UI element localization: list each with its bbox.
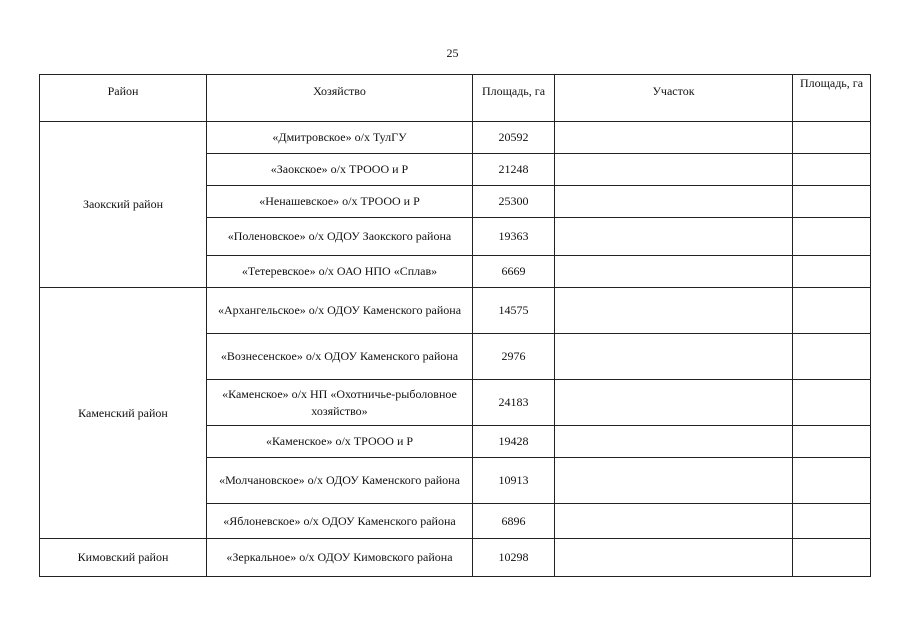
area-cell: 19363 bbox=[473, 218, 555, 256]
header-plot: Участок bbox=[555, 75, 793, 122]
plot-area-cell bbox=[793, 426, 871, 458]
plot-area-cell bbox=[793, 122, 871, 154]
header-district: Район bbox=[40, 75, 207, 122]
plot-cell bbox=[555, 288, 793, 334]
area-cell: 19428 bbox=[473, 426, 555, 458]
farm-cell: «Ненашевское» о/х ТРООО и Р bbox=[207, 186, 473, 218]
farm-cell: «Дмитровское» о/х ТулГУ bbox=[207, 122, 473, 154]
plot-cell bbox=[555, 458, 793, 504]
plot-area-cell bbox=[793, 334, 871, 380]
area-cell: 6896 bbox=[473, 504, 555, 539]
plot-area-cell bbox=[793, 539, 871, 577]
area-cell: 6669 bbox=[473, 256, 555, 288]
farm-cell: «Заокское» о/х ТРООО и Р bbox=[207, 154, 473, 186]
header-area: Площадь, га bbox=[473, 75, 555, 122]
farm-cell: «Зеркальное» о/х ОДОУ Кимовского района bbox=[207, 539, 473, 577]
hunting-farms-table bbox=[39, 74, 871, 577]
area-cell: 25300 bbox=[473, 186, 555, 218]
farm-cell: «Архангельское» о/х ОДОУ Каменского района bbox=[207, 288, 473, 334]
farm-cell: «Яблоневское» о/х ОДОУ Каменского района bbox=[207, 504, 473, 539]
farm-cell: «Тетеревское» о/х ОАО НПО «Сплав» bbox=[207, 256, 473, 288]
area-cell: 10913 bbox=[473, 458, 555, 504]
plot-cell bbox=[555, 186, 793, 218]
page-number: 25 bbox=[446, 46, 459, 60]
plot-area-cell bbox=[793, 154, 871, 186]
plot-cell bbox=[555, 122, 793, 154]
area-cell: 10298 bbox=[473, 539, 555, 577]
area-cell: 21248 bbox=[473, 154, 555, 186]
farm-cell: «Каменское» о/х ТРООО и Р bbox=[207, 426, 473, 458]
farm-cell: «Поленовское» о/х ОДОУ Заокского района bbox=[207, 218, 473, 256]
district-cell: Кимовский район bbox=[40, 539, 207, 577]
area-cell: 14575 bbox=[473, 288, 555, 334]
plot-area-cell bbox=[793, 380, 871, 426]
plot-area-cell bbox=[793, 186, 871, 218]
plot-area-cell bbox=[793, 256, 871, 288]
plot-cell bbox=[555, 218, 793, 256]
plot-cell bbox=[555, 504, 793, 539]
district-cell: Каменский район bbox=[40, 288, 207, 539]
plot-area-cell bbox=[793, 458, 871, 504]
farm-cell: «Каменское» о/х НП «Охотничье-рыболовное хозяйство» bbox=[207, 380, 473, 426]
header-plot-area: Площадь, га bbox=[793, 75, 871, 122]
table-row bbox=[40, 122, 871, 154]
plot-area-cell bbox=[793, 504, 871, 539]
area-cell: 20592 bbox=[473, 122, 555, 154]
table-row bbox=[40, 539, 871, 577]
district-cell: Заокский район bbox=[40, 122, 207, 288]
plot-area-cell bbox=[793, 288, 871, 334]
area-cell: 2976 bbox=[473, 334, 555, 380]
plot-cell bbox=[555, 154, 793, 186]
plot-area-cell bbox=[793, 218, 871, 256]
farm-cell: «Молчановское» о/х ОДОУ Каменского района bbox=[207, 458, 473, 504]
area-cell: 24183 bbox=[473, 380, 555, 426]
table-row bbox=[40, 288, 871, 334]
farm-cell: «Вознесенское» о/х ОДОУ Каменского района bbox=[207, 334, 473, 380]
plot-cell bbox=[555, 426, 793, 458]
plot-cell bbox=[555, 334, 793, 380]
header-farm: Хозяйство bbox=[207, 75, 473, 122]
plot-cell bbox=[555, 380, 793, 426]
table-header-row bbox=[40, 75, 871, 122]
plot-cell bbox=[555, 539, 793, 577]
plot-cell bbox=[555, 256, 793, 288]
